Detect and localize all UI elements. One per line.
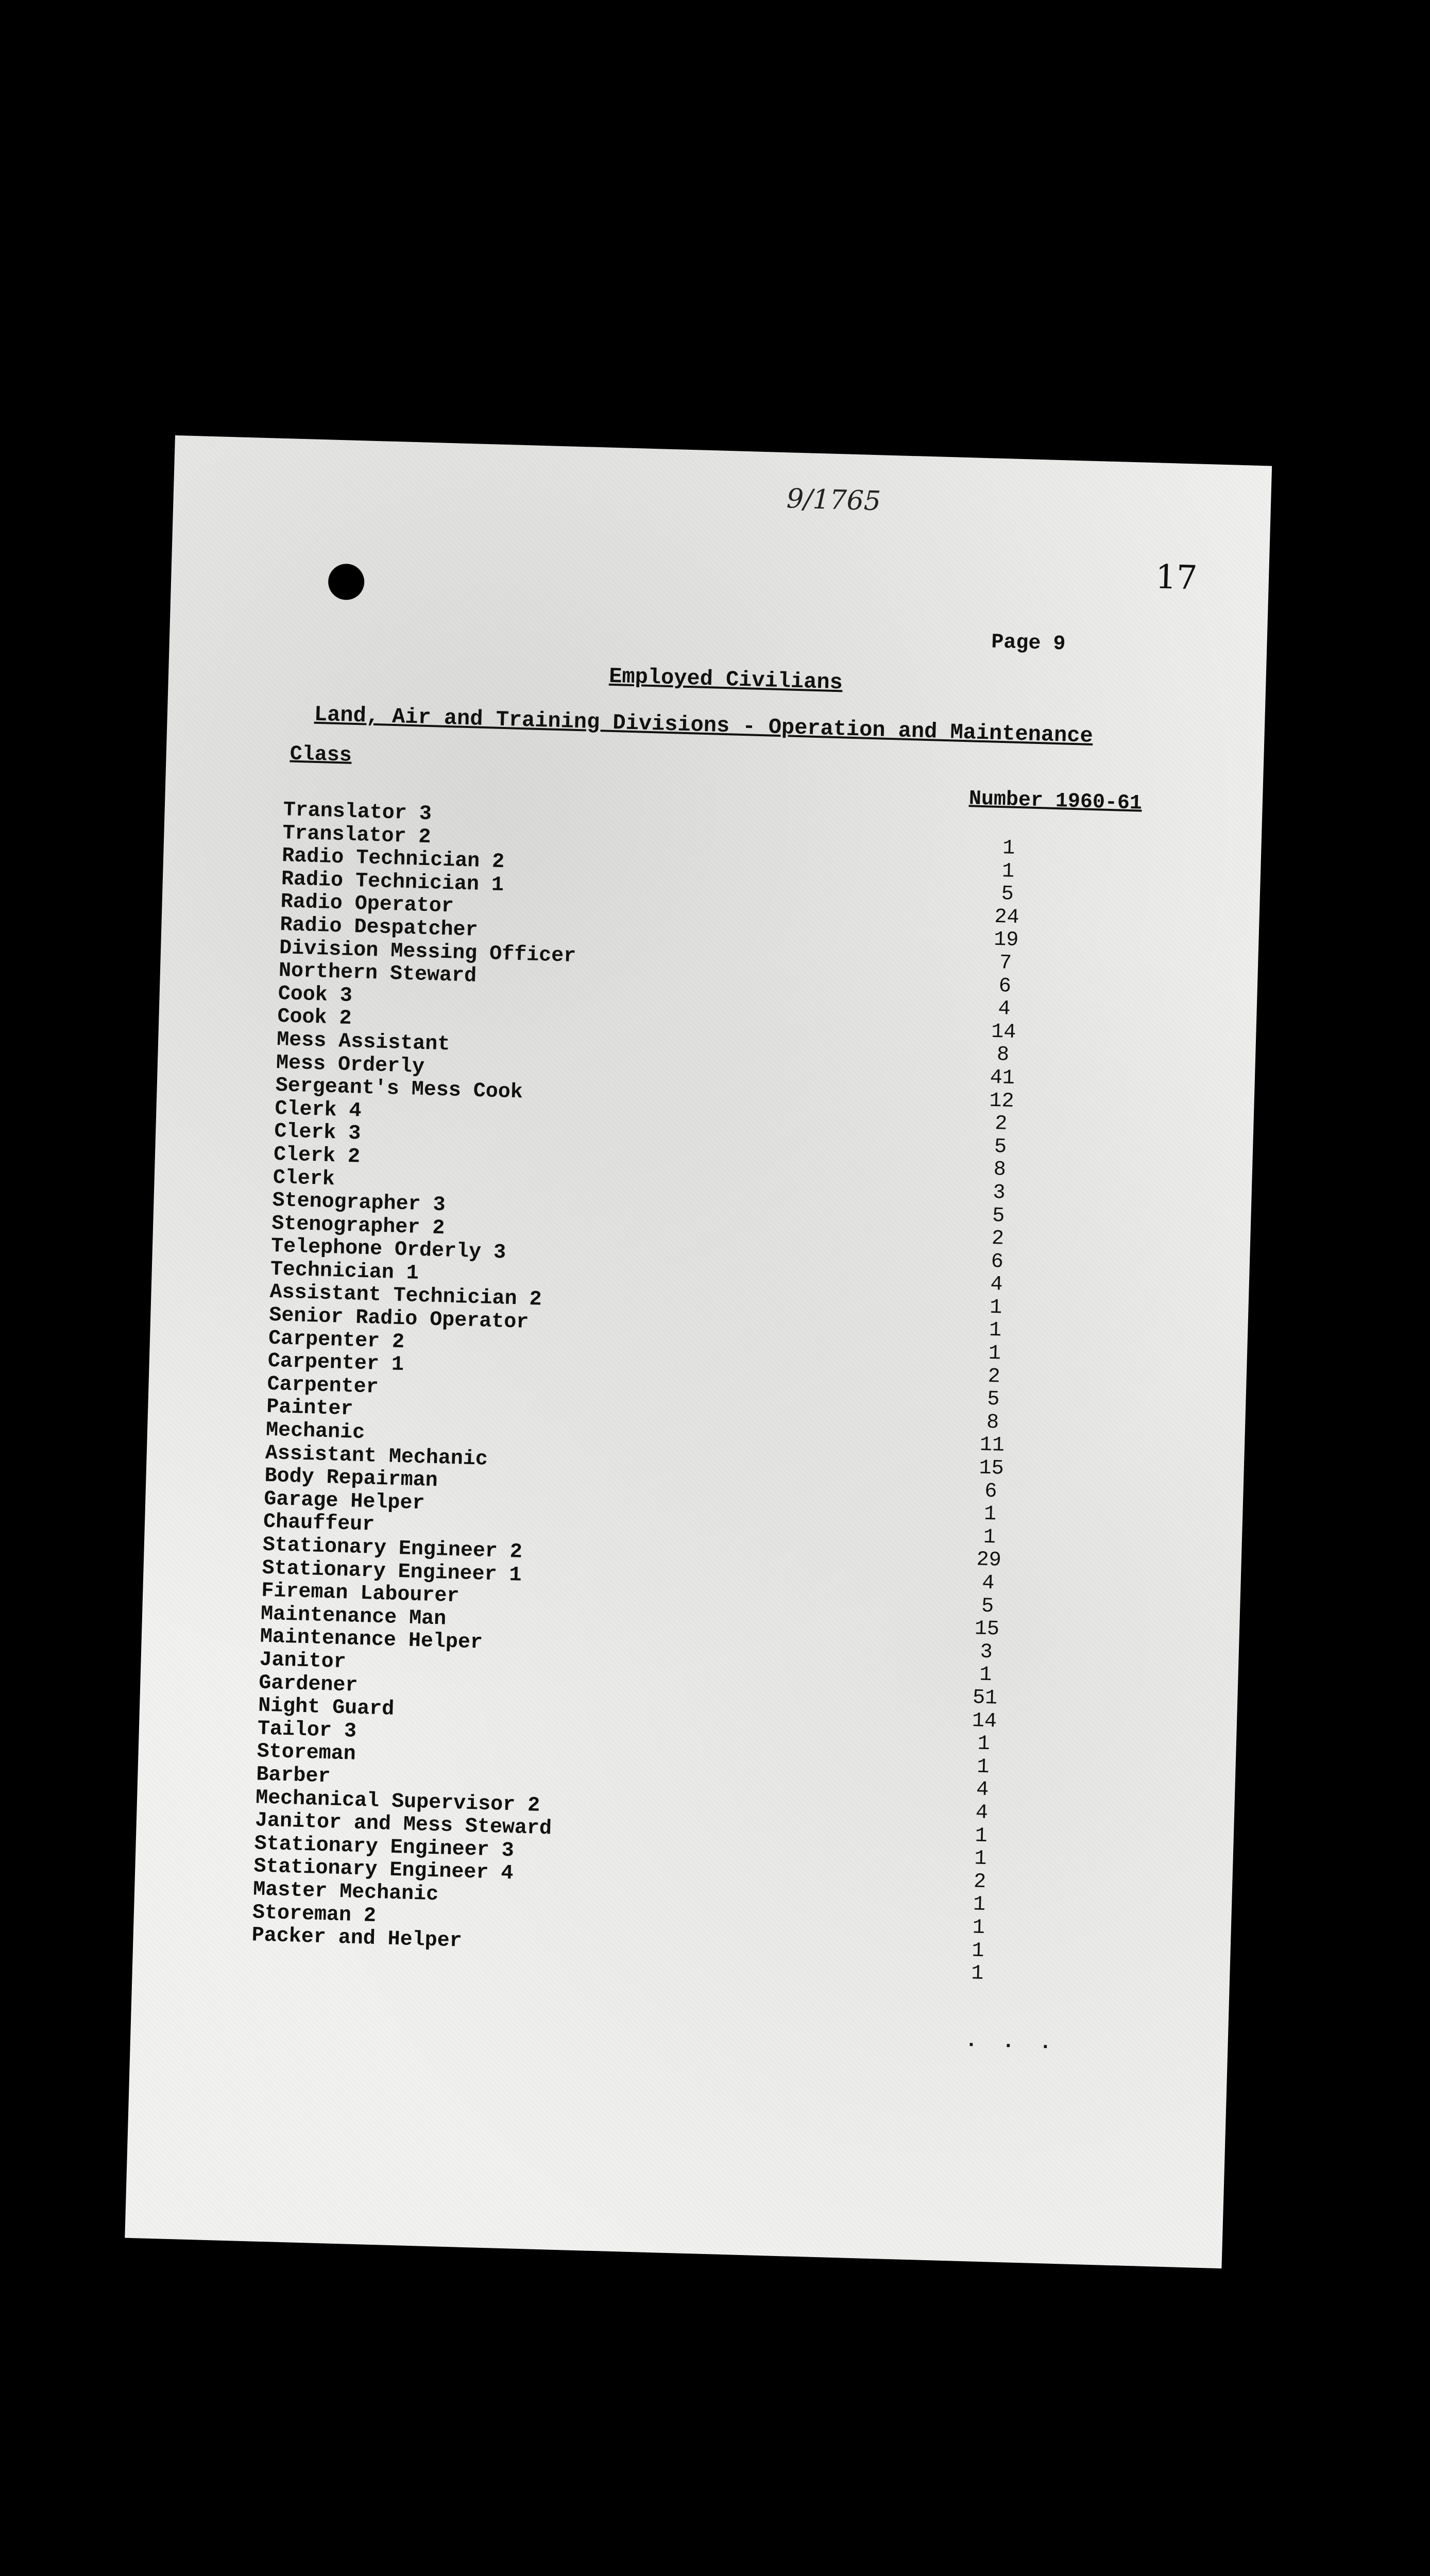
class-item: Gardener [258,1671,359,1698]
number-item: 1 [1002,837,1015,860]
number-item: 24 [994,905,1020,929]
class-item: Clerk [273,1166,335,1191]
class-item: Body Repairman [264,1464,438,1493]
class-item: Clerk 4 [274,1097,362,1123]
class-item: Maintenance Man [260,1602,447,1631]
class-item: Packer and Helper [251,1924,463,1953]
class-item: Radio Technician 2 [281,844,505,874]
number-item: 1 [971,1962,984,1986]
class-item: Division Messing Officer [279,936,576,968]
number-item: 2 [987,1365,1001,1389]
class-item: Cook 2 [277,1005,352,1031]
number-item: 4 [981,1571,995,1596]
number-item: 5 [1001,883,1014,906]
column-header-number: Number 1960-61 [968,787,1143,816]
column-header-class: Class [290,742,352,768]
class-item: Tailor 3 [257,1717,357,1743]
number-item: 6 [998,974,1012,998]
sheet-number: 17 [1155,558,1198,598]
number-item: 2 [994,1112,1008,1136]
class-item: Night Guard [258,1694,395,1721]
class-item: Mess Orderly [276,1051,425,1079]
class-item: Translator 3 [283,799,432,826]
class-list [251,799,580,1956]
class-item: Maintenance Helper [260,1625,483,1655]
number-item: 1 [989,1319,1002,1343]
number-item: 1 [1001,859,1015,884]
class-item: Stenographer 3 [271,1189,446,1217]
number-item: 4 [976,1778,989,1802]
class-item: Stationary Engineer 4 [253,1855,514,1886]
number-item: 8 [993,1158,1007,1182]
class-item: Painter [266,1396,353,1421]
number-item: 7 [999,952,1012,975]
number-item: 1 [971,1939,985,1963]
class-item: Stationary Engineer 3 [254,1832,515,1863]
class-item: Storeman 2 [252,1901,377,1928]
class-item: Clerk 2 [273,1143,361,1169]
number-list [957,837,1030,1986]
number-item: 3 [980,1640,993,1664]
class-item: Translator 2 [282,821,432,849]
number-item: 12 [989,1089,1015,1113]
number-item: 41 [990,1066,1015,1090]
number-item: 15 [978,1456,1005,1481]
class-item: Telephone Orderly 3 [270,1235,506,1265]
number-item: 14 [972,1709,997,1734]
continuation-mark: . . . [964,2029,1059,2056]
document-heading: Employed Civilians [608,664,843,696]
number-item: 3 [992,1181,1006,1205]
number-item: 5 [992,1204,1005,1228]
number-item: 2 [991,1227,1005,1251]
number-item: 1 [983,1526,996,1550]
number-item: 8 [986,1411,999,1435]
number-item: 11 [979,1433,1005,1458]
number-item: 29 [976,1548,1002,1573]
number-item: 4 [990,1273,1003,1297]
number-item: 1 [976,1755,990,1779]
class-item: Barber [256,1763,331,1789]
punch-hole [328,563,365,600]
number-item: 1 [973,1893,986,1917]
class-item: Storeman [257,1740,356,1767]
page-label: Page 9 [991,631,1066,656]
class-item: Radio Technician 1 [281,867,504,897]
class-item: Stationary Engineer 1 [262,1556,522,1587]
document-subheading: Land, Air and Training Divisions - Operation and Maintenance [314,702,1094,749]
class-item: Janitor [259,1648,347,1674]
number-item: 2 [973,1870,986,1894]
class-item: Assistant Technician 2 [269,1281,542,1312]
class-item: Stationary Engineer 2 [262,1533,523,1564]
class-item: Carpenter 2 [268,1327,405,1354]
number-item: 15 [974,1617,1000,1641]
number-item: 1 [972,1916,985,1940]
number-item: 19 [993,928,1019,953]
class-item: Technician 1 [270,1258,419,1285]
number-item: 1 [977,1732,991,1756]
number-item: 6 [984,1480,997,1503]
class-item: Fireman Labourer [261,1579,459,1608]
number-item: 14 [991,1020,1016,1044]
class-item: Northern Steward [278,959,477,988]
class-item: Janitor and Mess Steward [254,1809,552,1841]
class-item: Assistant Mechanic [265,1442,488,1471]
class-item: Master Mechanic [252,1878,439,1907]
number-item: 1 [988,1342,1001,1366]
number-item: 5 [994,1135,1007,1159]
class-item: Cook 3 [278,982,353,1008]
number-item: 5 [981,1595,994,1618]
class-item: Mechanic [265,1418,365,1445]
class-item: Carpenter 1 [267,1349,404,1377]
class-item: Radio Despatcher [279,913,479,942]
class-item: Mechanical Supervisor 2 [255,1786,540,1818]
document-page [125,435,1272,2268]
number-item: 51 [972,1686,998,1710]
number-item: 1 [983,1502,997,1527]
number-item: 6 [991,1250,1004,1274]
number-item: 4 [975,1801,989,1825]
class-item: Radio Operator [280,890,454,919]
class-item: Chauffeur [263,1511,375,1537]
class-item: Carpenter [267,1372,379,1399]
class-item: Clerk 3 [274,1120,361,1146]
class-item: Garage Helper [263,1487,425,1516]
class-item: Senior Radio Operator [268,1303,529,1334]
number-item: 4 [997,997,1011,1021]
number-item: 1 [989,1296,1002,1320]
class-item: Stenographer 2 [271,1212,445,1240]
class-item: Mess Assistant [276,1028,450,1057]
number-item: 1 [974,1847,988,1871]
number-item: 8 [996,1043,1010,1067]
handwritten-note: 9/1765 [786,483,881,517]
number-item: 5 [986,1388,1000,1412]
number-item: 1 [975,1824,988,1848]
number-item: 1 [979,1663,993,1687]
class-item: Sergeant's Mess Cook [275,1074,523,1105]
